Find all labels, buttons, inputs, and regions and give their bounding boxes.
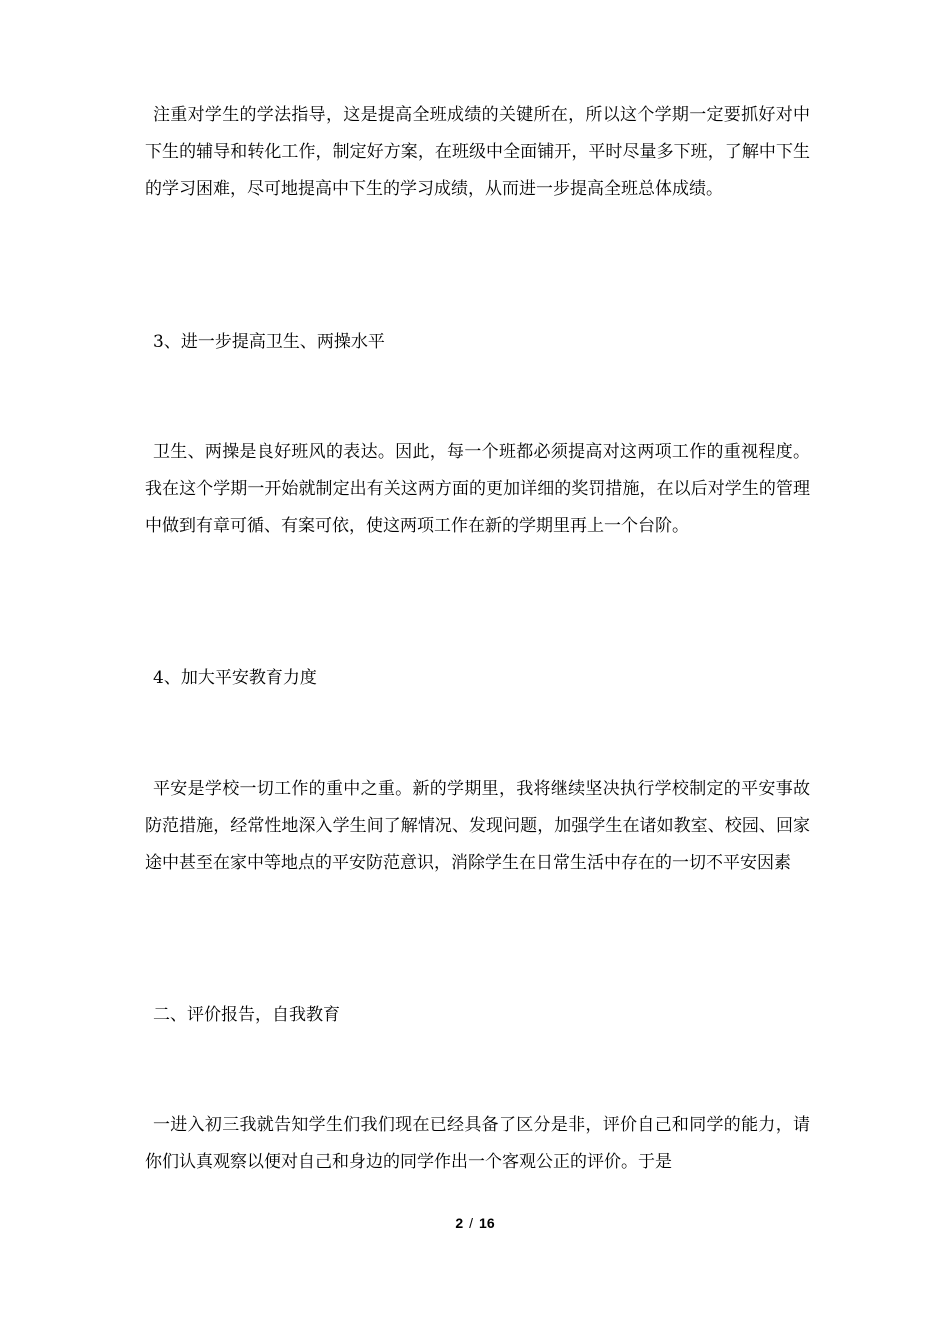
section-heading-safety: 4、加大平安教育力度 — [153, 668, 317, 688]
page-number-footer — [0, 1213, 950, 1233]
current-page-number: 2 — [455, 1215, 464, 1231]
paragraph-hygiene: 卫生、两操是良好班风的表达。因此，每一个班都必须提高对这两项工作的重视程度。我在这个学期一开始就制定出有关这两方面的更加详细的奖罚措施，在以后对学生的管理中做到有章可循、有案可依，使这两项工作在新的学期里再上一个台阶。 — [145, 442, 810, 536]
section-heading-evaluation: 二、评价报告，自我教育 — [153, 1005, 340, 1025]
paragraph-safety: 平安是学校一切工作的重中之重。新的学期里，我将继续坚决执行学校制定的平安事故防范措施，经常性地深入学生间了解情况、发现问题，加强学生在诸如教室、校园、回家途中甚至在家中等地点的平安防范意识，消除学生在日常生活中存在的一切不平安因素 — [145, 779, 810, 873]
paragraph-evaluation: 一进入初三我就告知学生们我们现在已经具备了区分是非，评价自己和同学的能力，请你们认真观察以便对自己和身边的同学作出一个客观公正的评价。于是 — [145, 1115, 810, 1172]
total-page-count: 16 — [479, 1215, 495, 1231]
page-separator: / — [469, 1215, 474, 1231]
paragraph-study-guidance: 注重对学生的学法指导，这是提高全班成绩的关键所在，所以这个学期一定要抓好对中下生的辅导和转化工作，制定好方案，在班级中全面铺开，平时尽量多下班，了解中下生的学习困难，尽可地提高中下生的学习成绩，从而进一步提高全班总体成绩。 — [145, 105, 810, 199]
section-heading-hygiene: 3、进一步提高卫生、两操水平 — [153, 332, 385, 352]
